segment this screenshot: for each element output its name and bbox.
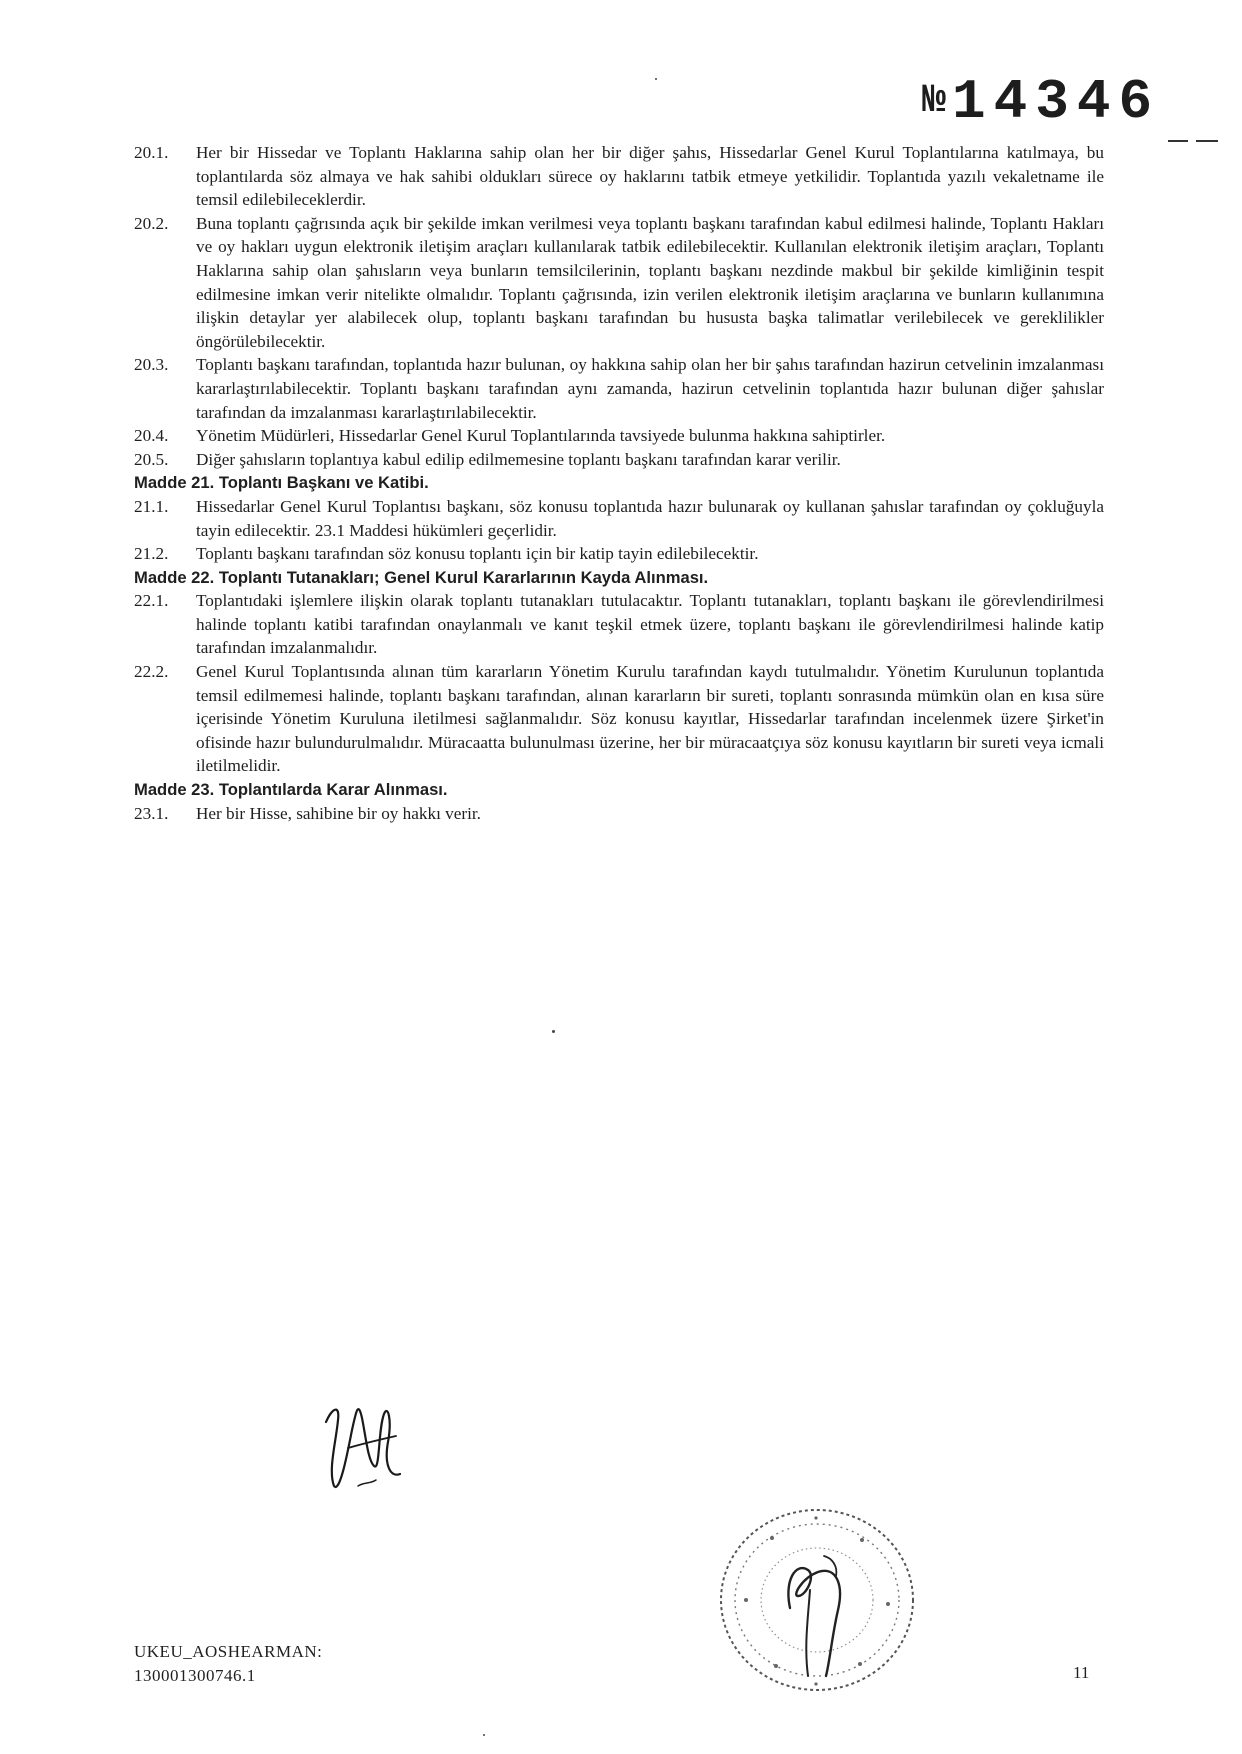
clause [134,589,1104,660]
clause-number: 20.1. [134,143,169,162]
clause [134,660,1104,778]
clause-text: Diğer şahısların toplantıya kabul edilip edilmemesine toplantı başkanı tarafından karar verilir. [196,449,841,469]
footer-reference-line2: 130001300746.1 [134,1666,256,1685]
clause-number: 20.2. [134,213,169,233]
clause-number: 22.2. [134,662,169,682]
clause-text: Hissedarlar Genel Kurul Toplantısı başkanı, söz konusu toplantıda hazır bulunarak oy kullanan şahıslar tarafından oy çokluğuyla tayin edilecektir. 23.1 Maddesi hükümleri geçerlidir. [196,496,1104,540]
scan-mark [1196,140,1218,142]
numero-sign: № [922,79,947,124]
clause [134,353,1104,424]
document-footer [134,1640,322,1688]
clause [134,141,1104,212]
clause-text: Toplantıdaki işlemlere ilişkin olarak toplantı tutanakları tutulacaktır. Toplantı tutanakları, toplantı başkanı ile görevlendirilmesi halinde toplantı katibi tarafından onaylanmalı ve kanıt teşkil etmek üzere, toplantı başkanı ile görevlendirilmesi halinde katip tarafından imzalanmalıdır. [196,591,1104,658]
clause [134,424,1104,448]
clause-text: Her bir Hissedar ve Toplantı Haklarına sahip olan her bir diğer şahıs, Hissedarlar Genel Kurul Toplantılarına katılmaya, bu toplantılarda söz almaya ve hak sahibi oldukları sürece oy haklarını tatbik etmeye yetkilidir. Toplantıda yazılı vekaletname ile temsil edilebileceklerdir. [196,143,1104,210]
footer-reference-line1: UKEU_AOSHEARMAN: [134,1642,323,1661]
clause-text: Buna toplantı çağrısında açık bir şekilde imkan verilmesi veya toplantı başkanı tarafından kabul edilmesi halinde, Toplantı Hakları ve oy hakları uygun elektronik iletişim araçları kullanılarak tatbik edilebilecektir. Kullanılan elektronik iletişim araçları, Toplantı Haklarına sahip olan şahısların veya bunların temsilcilerinin, toplantı başkanı nezdinde makbul bir şekilde kimliğinin tespit edilmesine imkan verir nitelikte olmalıdır. Toplantı çağrısında, izin verilen elektronik iletişim araçlarına ve bunların kullanımına ilişkin detaylar yer alabilecek olup, toplantı başkanı tarafından bu hususta başka talimatlar verilebilecek ve gereklilikler öngörülebilecektir. [196,213,1104,351]
clause [134,212,1104,354]
clause-number: 20.4. [134,426,169,446]
clause-number: 22.1. [134,591,169,611]
article-heading: Madde 22. Toplantı Tutanakları; Genel Kurul Kararlarının Kayda Alınması. [134,567,709,587]
clause [134,448,1104,472]
document-number [922,70,1160,134]
clause [134,542,1104,566]
clause-number: 20.5. [134,449,169,469]
clause [134,802,1104,826]
clause [134,495,1104,542]
clause-text: Toplantı başkanı tarafından söz konusu toplantı için bir katip tayin edilebilecektir. [196,544,759,564]
document-number-digits: 14346 [952,70,1161,134]
clause-number: 21.1. [134,496,169,516]
clause-text: Genel Kurul Toplantısında alınan tüm kararların Yönetim Kurulu tarafından kaydı tutulmalıdır. Yönetim Kurulunun toplantıda temsil edilmemesi halinde, toplantı başkanı tarafından, alınan kararların bir sureti, toplantı sonrasında mümkün olan en kısa süre içerisinde Yönetim Kuruluna iletilmesi sağlanmalıdır. Söz konusu kayıtlar, Hissedarlar tarafından incelenmek üzere Şirket'in ofisinde hazır bulundurulmalıdır. Müracaatta bulunulması üzerine, her bir müracaatçıya söz konusu kayıtların bir sureti veya icmali iletilmelidir. [196,662,1104,776]
scan-speck [552,1030,555,1033]
scan-speck [655,78,657,80]
document-body [134,141,1104,825]
clause-text: Her bir Hisse, sahibine bir oy hakkı verir. [196,803,481,823]
clause-number: 23.1. [134,803,169,823]
page-number: 11 [1073,1663,1090,1682]
clause-number: 20.3. [134,355,169,375]
clause-number: 21.2. [134,544,169,564]
official-seal [712,1500,922,1700]
signature [318,1390,408,1500]
scan-speck [483,1734,485,1736]
scan-mark [1168,140,1188,142]
article-heading: Madde 23. Toplantılarda Karar Alınması. [134,780,448,800]
article-heading: Madde 21. Toplantı Başkanı ve Katibi. [134,473,429,493]
clause-text: Toplantı başkanı tarafından, toplantıda hazır bulunan, oy hakkına sahip olan her bir şahıs tarafından hazirun cetvelinin imzalanması kararlaştırılabilecektir. Toplantı başkanı tarafından aynı zamanda, hazirun cetvelinin toplantıda hazır bulunan diğer şahıslar tarafından da imzalanması kararlaştırılabilecektir. [196,355,1104,422]
clause-text: Yönetim Müdürleri, Hissedarlar Genel Kurul Toplantılarında tavsiyede bulunma hakkına sahiptirler. [196,426,886,446]
